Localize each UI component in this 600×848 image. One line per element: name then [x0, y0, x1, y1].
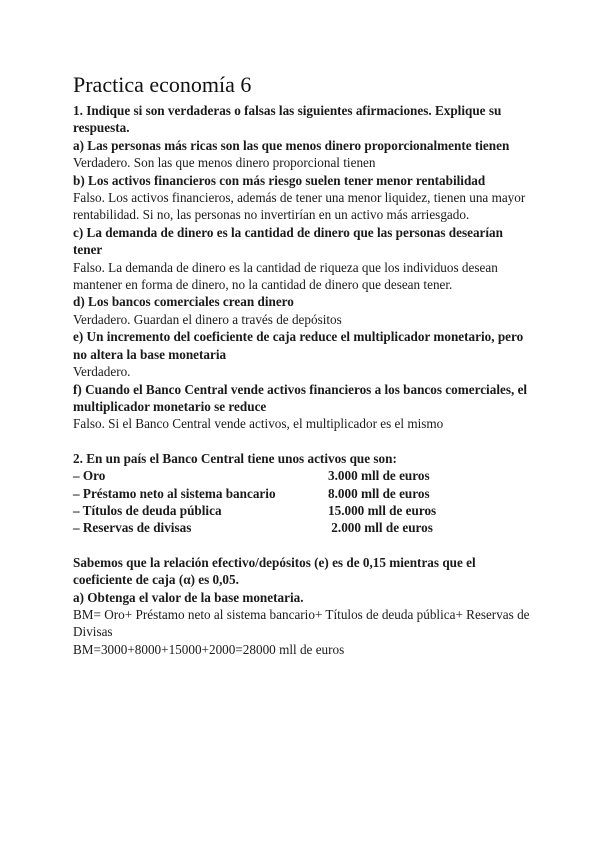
statement-f: f) Cuando el Banco Central vende activos financieros a los bancos comerciales, el multiplicador monetario se reduce [73, 381, 528, 414]
question-2-sub-a: a) Obtenga el valor de la base monetaria. [73, 589, 304, 605]
asset-row [73, 467, 533, 484]
asset-row [73, 485, 533, 502]
answer-e: Verdadero. [73, 364, 131, 380]
asset-value: 8.000 mll de euros [328, 485, 430, 501]
statement-b: b) Los activos financieros con más riesgo suelen tener menor rentabilidad [73, 172, 486, 188]
asset-value: 2.000 mll de euros [328, 520, 433, 536]
question-1-prompt: 1. Indique si son verdaderas o falsas las siguientes afirmaciones. Explique su respuesta. [73, 103, 502, 136]
asset-name: – Reservas de divisas [73, 520, 192, 536]
asset-value: 3.000 mll de euros [328, 468, 430, 484]
asset-row [73, 502, 533, 519]
statement-d: d) Los bancos comerciales crean dinero [73, 294, 294, 310]
answer-d: Verdadero. Guardan el dinero a través de depósitos [73, 311, 342, 327]
base-monetaria-result: BM=3000+8000+15000+2000=28000 mll de euros [73, 641, 345, 657]
asset-value: 15.000 mll de euros [328, 502, 437, 518]
statement-c: c) La demanda de dinero es la cantidad de dinero que las personas desearían tener [73, 224, 503, 258]
answer-b: Falso. Los activos financieros, además de tener una menor liquidez, tienen una mayor rentabilidad. Si no, las personas no invertirían en un activo más arriesgado. [73, 190, 526, 223]
spacer [73, 537, 533, 554]
assets-list [73, 467, 533, 537]
question-2-prompt: 2. En un país el Banco Central tiene unos activos que son: [73, 450, 397, 466]
answer-a: Verdadero. Son las que menos dinero proporcional tienen [73, 155, 376, 171]
base-monetaria-formula: BM= Oro+ Préstamo neto al sistema bancario+ Títulos de deuda pública+ Reservas de Divisas [73, 606, 530, 640]
asset-name: – Títulos de deuda pública [73, 502, 222, 518]
document-title: Practica economía 6 [73, 72, 252, 97]
document-page [73, 72, 533, 658]
asset-row [73, 519, 533, 536]
asset-name: – Préstamo neto al sistema bancario [73, 485, 276, 501]
asset-name: – Oro [73, 468, 106, 484]
answer-c: Falso. La demanda de dinero es la cantidad de riqueza que los individuos desean mantener en forma de dinero, no la cantidad de dinero que desean tener. [73, 259, 498, 293]
answer-f: Falso. Si el Banco Central vende activos, el multiplicador es el mismo [73, 416, 444, 432]
question-2-context: Sabemos que la relación efectivo/depósitos (e) es de 0,15 mientras que el coeficiente de caja (α) es 0,05. [73, 554, 476, 588]
statement-a: a) Las personas más ricas son las que menos dinero proporcionalmente tienen [73, 137, 510, 153]
statement-e: e) Un incremento del coeficiente de caja reduce el multiplicador monetario, pero no altera la base monetaria [73, 329, 524, 362]
spacer [73, 433, 533, 450]
